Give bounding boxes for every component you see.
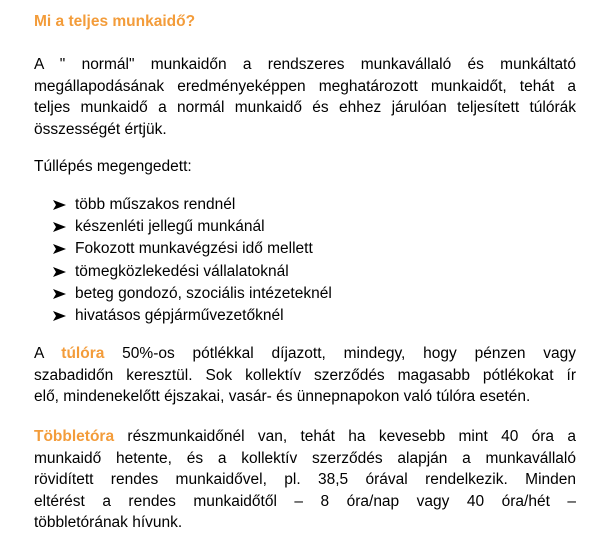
list-item-text: tömegközlekedési vállalatoknál bbox=[75, 262, 289, 280]
text-line: rövidített rendes munkaidővel, pl. 38,5 órával rendelkezik. Minden bbox=[34, 471, 576, 488]
arrow-bullet-icon bbox=[52, 243, 67, 255]
arrow-bullet-icon bbox=[52, 221, 67, 233]
arrow-bullet-icon bbox=[52, 199, 67, 211]
text-line: szabadidőn keresztül. Sok kollektív szerződés magasabb pótlékokat ír bbox=[34, 366, 576, 384]
list-item bbox=[52, 216, 332, 238]
list-item-text: Fokozott munkavégzési idő mellett bbox=[75, 240, 313, 258]
arrow-bullet-icon bbox=[52, 310, 67, 322]
text-fragment: részmunkaidőnél van, tehát ha kevesebb mint 40 óra a bbox=[127, 428, 576, 445]
page-title: Mi a teljes munkaidő? bbox=[34, 13, 196, 30]
text-line: elő, mindenekelőtt éjszakai, vasár- és ünnepnapokon való túlóra esetén. bbox=[34, 388, 531, 405]
text-line: A " normál" munkaidőn a rendszeres munkavállaló és munkáltató bbox=[34, 56, 576, 73]
text-fragment: 50%-os pótlékkal díjazott, mindegy, hogy pénzen vagy bbox=[122, 345, 576, 362]
text-fragment: A bbox=[34, 345, 44, 362]
list-item bbox=[52, 261, 332, 283]
term-tobbletora: Többletóra bbox=[34, 428, 115, 445]
text-line: többletórának hívunk. bbox=[34, 514, 183, 531]
list-item bbox=[52, 238, 332, 260]
text-line: megállapodásának eredményeképpen meghatározott munkaidőt, tehát a bbox=[34, 77, 576, 95]
text-line: teljes munkaidő a normál munkaidő és ehhez járulóan teljesített túlórák bbox=[34, 99, 576, 116]
text-line: eltérést a rendes munkaidőtől – 8 óra/nap vagy 40 óra/hét – bbox=[34, 492, 576, 510]
exceptions-list bbox=[52, 194, 332, 327]
list-item-text: beteg gondozó, szociális intézeteknél bbox=[75, 284, 332, 302]
arrow-bullet-icon bbox=[52, 266, 67, 278]
text-line: munkaidő hetente, és a kollektív szerződés alapján a munkavállaló bbox=[34, 449, 576, 467]
list-item-text: hivatásos gépjárművezetőknél bbox=[75, 306, 284, 324]
text-line bbox=[34, 426, 576, 448]
paragraph-tulora bbox=[34, 343, 576, 408]
paragraph-normal-munkaido bbox=[34, 54, 576, 140]
list-item bbox=[52, 283, 332, 305]
exceptions-intro: Túllépés megengedett: bbox=[34, 158, 192, 175]
text-line bbox=[34, 343, 576, 365]
text-line: összességét értjük. bbox=[34, 120, 167, 138]
arrow-bullet-icon bbox=[52, 288, 67, 300]
paragraph-tobbletora bbox=[34, 426, 576, 534]
term-tulora: túlóra bbox=[61, 345, 105, 362]
list-item-text: több műszakos rendnél bbox=[75, 196, 236, 213]
list-item bbox=[52, 194, 332, 216]
list-item bbox=[52, 305, 332, 327]
list-item-text: készenléti jellegű munkánál bbox=[75, 218, 265, 236]
